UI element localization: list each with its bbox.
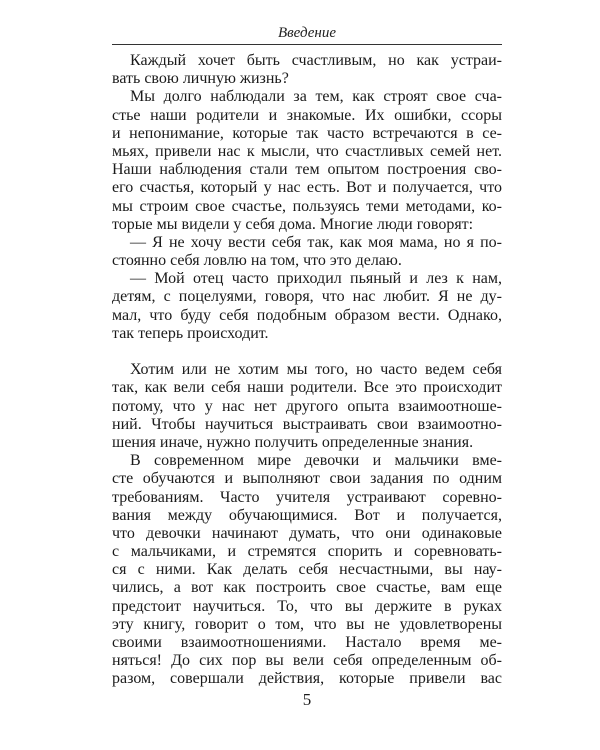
text-line: так, как вели себя наши родители. Все это происходит (112, 379, 502, 397)
text-line: его счастья, который у нас есть. Вот и получается, что (112, 179, 502, 197)
text-line: вать свою личную жизнь? (112, 70, 289, 88)
text-line: с мальчиками, и стремятся спорить и соревновать- (112, 543, 502, 561)
text-line: шения иначе, нужно получить определенные знания. (112, 433, 474, 451)
text-line: Каждый хочет быть счастливым, но как устраи- (130, 52, 502, 69)
text-line: так теперь происходит. (112, 324, 269, 342)
header-rule (112, 44, 502, 45)
text-line: ся с ними. Как делать себя несчастными, вы нау- (112, 561, 502, 579)
text-line: мьях, привели нас к мысли, что счастливых семей нет. (112, 142, 502, 160)
text-line: эту книгу, говорит о том, что вы не удовлетворены (112, 615, 502, 633)
text-line: вания между обучающимися. Вот и получается, (112, 506, 502, 524)
text-line: сте обучаются и выполняют свои задания по одним (112, 470, 502, 488)
text-line: требованиям. Часто учителя устраивают соревно- (112, 488, 502, 506)
text-line: Наши наблюдения стали тем опытом построения сво- (112, 161, 502, 179)
text-line: ний. Чтобы научиться выстраивать свои взаимоотно- (112, 415, 502, 433)
text-line: стье наши родители и знакомые. Их ошибки, ссоры (112, 106, 502, 124)
text-line: стоянно себя ловлю на том, что это делаю. (112, 252, 402, 270)
text-line: Мы долго наблюдали за тем, как строят свое сча- (130, 88, 502, 106)
body-text (112, 52, 502, 689)
text-line: мал, что буду себя подобным образом вести. Однако, (112, 306, 502, 324)
text-line: потому, что у нас нет другого опыта взаимоотноше- (112, 397, 502, 415)
page-number: 5 (302, 690, 312, 709)
text-line: мы строим свое счастье, пользуясь теми методами, ко- (112, 197, 502, 215)
text-line: своими взаимоотношениями. Настало время ме- (112, 634, 502, 651)
text-line: В современном мире девочки и мальчики вме- (130, 452, 502, 470)
running-head-title: Введение (278, 25, 336, 41)
text-line: — Я не хочу вести себя так, как моя мама, но я по- (130, 233, 502, 251)
text-line: няться! До сих пор вы вели себя определенным об- (112, 652, 502, 670)
text-line: разом, совершали действия, которые привели вас (112, 670, 502, 688)
text-line: предстоит научиться. То, что вы держите в руках (112, 597, 502, 615)
text-line: и непонимание, которые так часто встречаются в се- (112, 124, 502, 142)
text-line: Хотим или не хотим мы того, но часто ведем себя (130, 361, 502, 379)
text-line: торые мы видели у себя дома. Многие люди говорят: (112, 215, 474, 233)
text-line: чились, а вот как построить свое счастье, вам еще (112, 579, 502, 597)
text-line: что девочки начинают думать, что они одинаковые (112, 524, 502, 542)
text-line: — Мой отец часто приходил пьяный и лез к нам, (130, 270, 502, 288)
paragraph-gap (112, 343, 502, 361)
text-line: детям, с поцелуями, говоря, что нас любит. Я не ду- (112, 288, 502, 306)
